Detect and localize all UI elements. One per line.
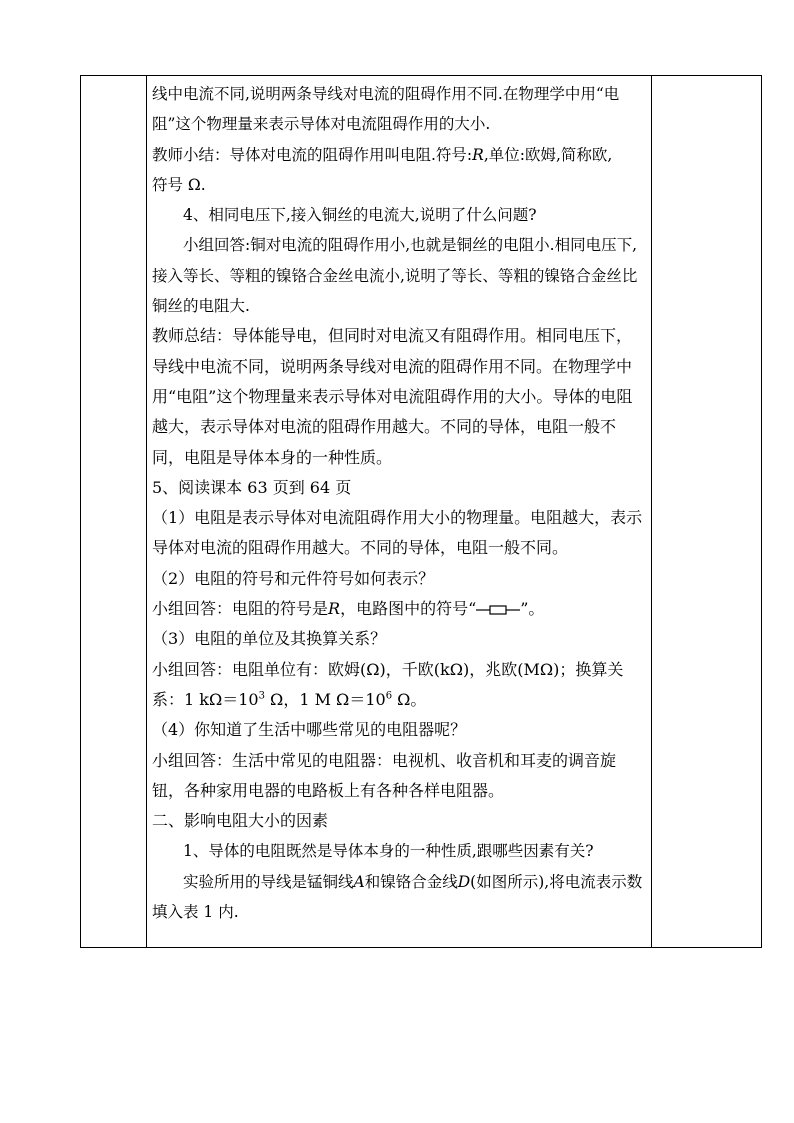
table-row: [81, 76, 762, 948]
lesson-content: [147, 76, 651, 927]
text-line: 符号 Ω.: [152, 175, 206, 194]
text-line: 小组回答：电阻单位有：欧姆(Ω)，千欧(kΩ)，兆欧(MΩ)；换算关系：1 kΩ＝10: [152, 659, 624, 709]
text-line: Ω，1 M Ω＝10: [264, 689, 386, 709]
text-line: (如图所示),将电流表示数填入表 1 内.: [152, 872, 643, 922]
text-line: 实验所用的导线是锰铜线: [183, 872, 354, 891]
content-cell: [147, 76, 652, 948]
item-1-definition: （1）电阻是表示导体对电流阻碍作用大小的物理量。电阻越大，表示导体对电流的阻碍作用越大。不同的导体，电阻一般不同。: [152, 508, 643, 558]
left-column-cell: [81, 76, 147, 948]
item-3-question: （3）电阻的单位及其换算关系？: [152, 629, 387, 649]
text-line: ”。: [520, 599, 545, 619]
text-line: 线中电流不同,说明两条导线对电流的阻碍作用不同.在物理学中用“电: [152, 85, 620, 103]
lesson-plan-table: [80, 75, 762, 948]
wire-a-label: A: [353, 872, 365, 891]
exponent: 6: [385, 690, 393, 702]
reading-task: 5、阅读课本 63 页到 64 页: [152, 477, 352, 497]
item-2-question: （2）电阻的符号和元件符号如何表示？: [152, 568, 435, 588]
text-line: 教师小结：导体对电流的阻碍作用叫电阻.符号:: [152, 145, 473, 164]
section-heading-factors: 二、影响电阻大小的因素: [152, 811, 329, 831]
text-line: 和镍铬合金线: [364, 872, 458, 891]
resistor-symbol-icon: [476, 603, 520, 617]
text-line: 小组回答：电阻的符号是: [152, 599, 329, 619]
item-3-answer: [152, 655, 646, 716]
item-4-question: （4）你知道了生活中哪些常见的电阻器呢？: [152, 720, 467, 740]
paragraph-resistance-intro: [152, 79, 646, 140]
exponent: 3: [258, 690, 265, 702]
text-line: Ω。: [392, 689, 427, 709]
group-answer-copper: 小组回答:铜对电流的阻碍作用小,也就是铜丝的电阻小.相同电压下,接入等长、等粗的镍铬合金丝电流小,说明了等长、等粗的镍铬合金丝比铜丝的电阻大.: [152, 236, 638, 316]
factors-question: 1、导体的电阻既然是导体本身的一种性质,跟哪些因素有关?: [183, 842, 594, 861]
wire-d-label: D: [457, 872, 471, 891]
paragraph-teacher-summary: [152, 140, 646, 201]
symbol-r: R: [328, 599, 341, 619]
teacher-conclusion: 教师总结：导体能导电，但同时对电流又有阻碍作用。相同电压下，导线中电流不同，说明两条导线对电流的阻碍作用不同。在物理学中用“电阻”这个物理量来表示导体对电流阻碍作用的大小。导体的电阻越大，表示导体对电流的阻碍作用越大。不同的导体，电阻一般不同，电阻是导体本身的一种性质。: [152, 326, 633, 467]
text-line: 阻”这个物理量来表示导体对电流阻碍作用的大小.: [152, 115, 491, 134]
question-4: 4、相同电压下,接入铜丝的电流大,说明了什么问题?: [183, 206, 537, 225]
item-2-answer: [152, 594, 646, 624]
experiment-description: [152, 867, 646, 928]
text-line: ,单位:欧姆,简称欧,: [483, 145, 613, 164]
right-column-cell: [652, 76, 762, 948]
item-4-answer: 小组回答：生活中常见的电阻器：电视机、收音机和耳麦的调音旋钮，各种家用电器的电路板上有各种各样电阻器。: [152, 750, 617, 800]
symbol-r: R: [472, 145, 484, 164]
text-line: ，电路图中的符号“: [340, 599, 477, 619]
